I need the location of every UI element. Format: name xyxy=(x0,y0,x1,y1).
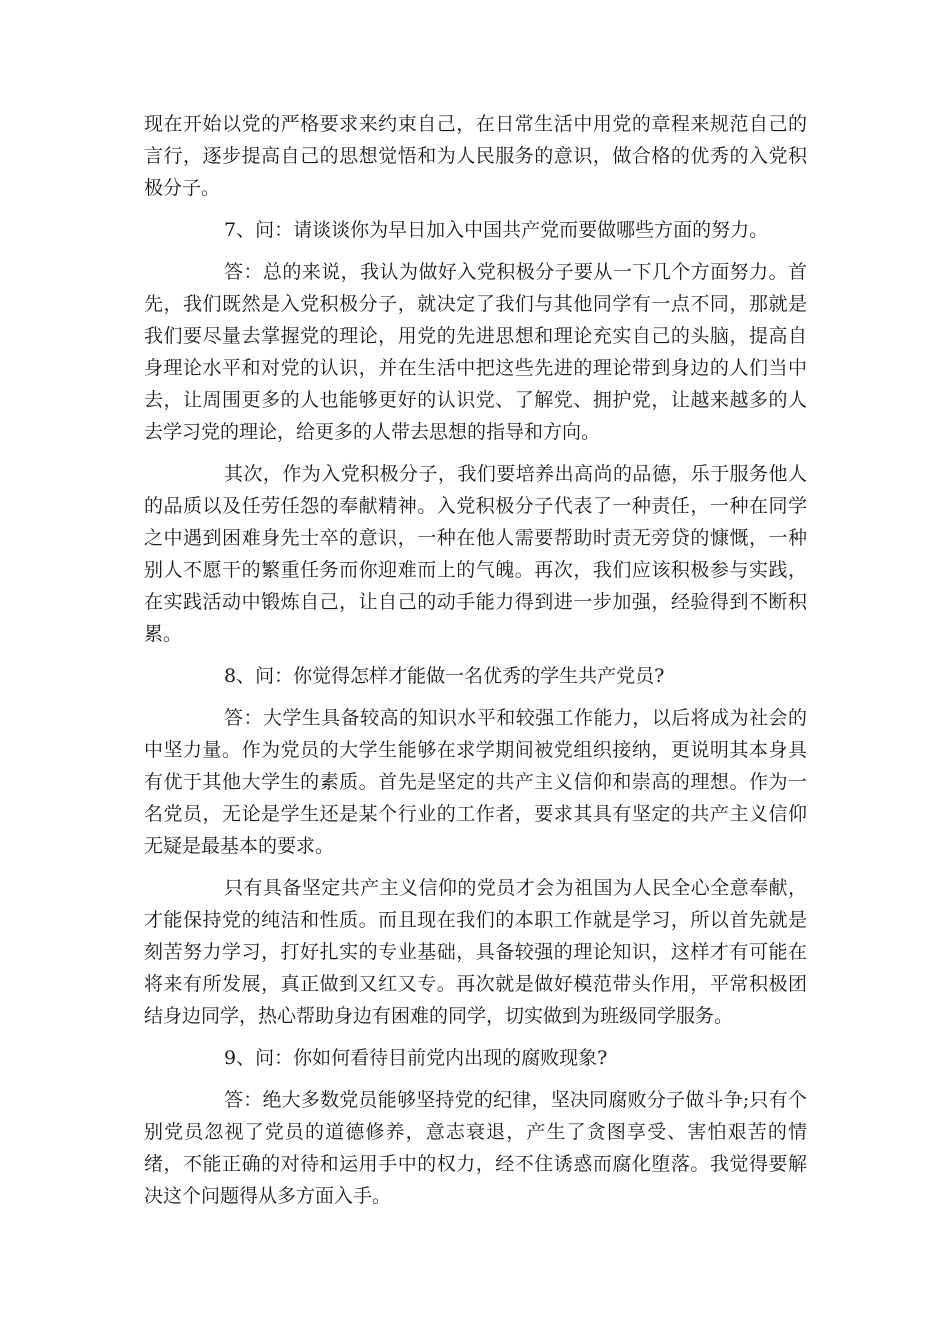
answer-7-part-2: 其次，作为入党积极分子，我们要培养出高尚的品德，乐于服务他人的品质以及任劳任怨的奉献精神。入党积极分子代表了一种责任，一种在同学之中遇到困难身先士卒的意识，一种在他人需要帮助时责无旁贷的慷慨，一种别人不愿干的繁重任务而你迎难而上的气魄。再次，我们应该积极参与实践，在实践活动中锻炼自己，让自己的动手能力得到进一步加强，经验得到不断积累。 xyxy=(144,463,807,645)
answer-8-part-1: 答：大学生具备较高的知识水平和较强工作能力，以后将成为社会的中坚力量。作为党员的大学生能够在求学期间被党组织接纳，更说明其本身具有优于其他大学生的素质。首先是坚定的共产主义信仰和崇高的理想。作为一名党员，无论是学生还是某个行业的工作者，要求其具有坚定的共产主义信仰无疑是最基本的要求。 xyxy=(144,707,807,857)
question-7: 7、问：请谈谈你为早日加入中国共产党而要做哪些方面的努力。 xyxy=(224,219,769,241)
answer-8-part-2: 只有具备坚定共产主义信仰的党员才会为祖国为人民全心全意奉献，才能保持党的纯洁和性质。而且现在我们的本职工作就是学习，所以首先就是刻苦努力学习，打好扎实的专业基础，具备较强的理论知识，这样才有可能在将来有所发展，真正做到又红又专。再次就是做好模范带头作用，平常积极团结身边同学，热心帮助身边有困难的同学，切实做到为班级同学服务。 xyxy=(144,877,807,1027)
question-9: 9、问：你如何看待目前党内出现的腐败现象? xyxy=(224,1047,608,1069)
document-body xyxy=(144,108,807,1222)
paragraph-intro-continuation: 现在开始以党的严格要求来约束自己，在日常生活中用党的章程来规范自己的言行，逐步提高自己的思想觉悟和为人民服务的意识，做合格的优秀的入党积极分子。 xyxy=(144,113,807,199)
answer-9: 答：绝大多数党员能够坚持党的纪律，坚决同腐败分子做斗争;只有个别党员忽视了党员的道德修养，意志衰退，产生了贪图享受、害怕艰苦的情绪，不能正确的对待和运用手中的权力，经不住诱惑而腐化堕落。我觉得要解决这个问题得从多方面入手。 xyxy=(144,1089,807,1207)
answer-7-part-1: 答：总的来说，我认为做好入党积极分子要从一下几个方面努力。首先，我们既然是入党积极分子，就决定了我们与其他同学有一点不同，那就是我们要尽量去掌握党的理论，用党的先进思想和理论充实自己的头脑，提高自身理论水平和对党的认识，并在生活中把这些先进的理论带到身边的人们当中去，让周围更多的人也能够更好的认识党、了解党、拥护党，让越来越多的人去学习党的理论，给更多的人带去思想的指导和方向。 xyxy=(144,261,807,443)
question-8: 8、问：你觉得怎样才能做一名优秀的学生共产党员? xyxy=(224,665,665,687)
